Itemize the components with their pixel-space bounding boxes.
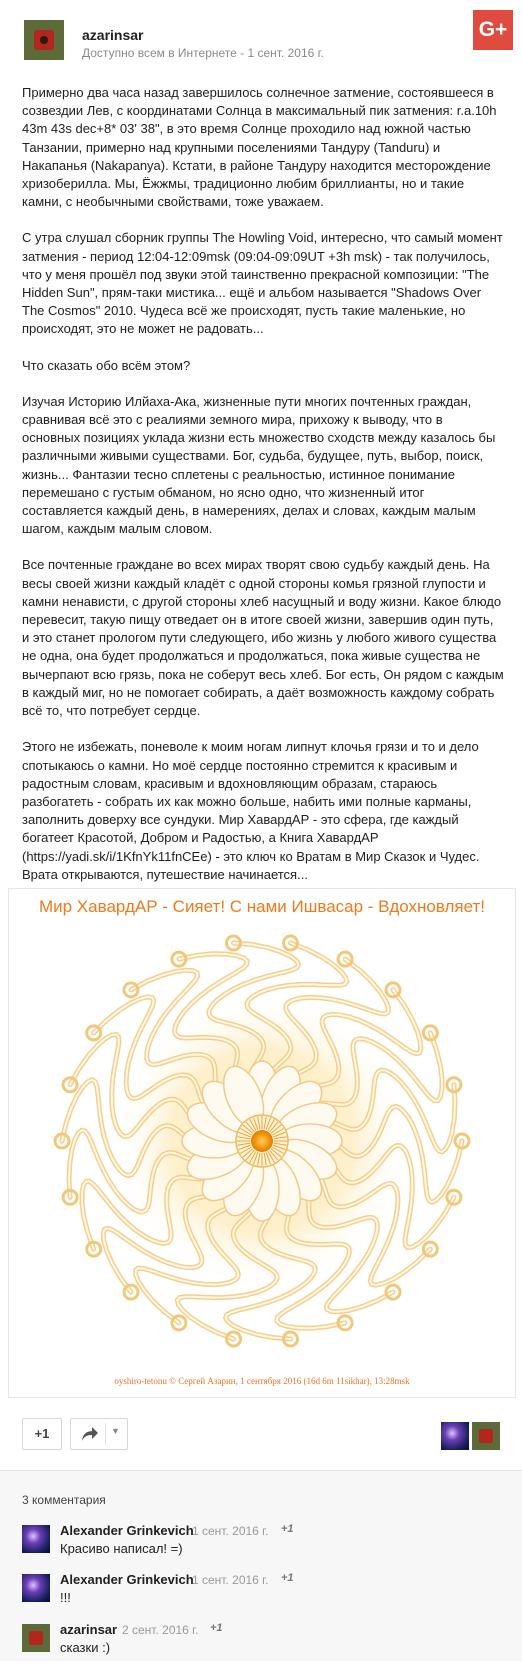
comment-plus-one[interactable]: +1 — [210, 1622, 223, 1634]
share-divider — [105, 1423, 106, 1445]
post-visibility-date: Доступно всем в Интернете - 1 сент. 2016 г. — [82, 46, 324, 60]
chevron-down-icon[interactable]: ▼ — [111, 1426, 120, 1436]
plusoner-avatar[interactable] — [472, 1422, 500, 1450]
comment-date[interactable]: 1 сент. 2016 г. — [192, 1573, 269, 1587]
comment-text: Красиво написал! =) — [60, 1541, 183, 1556]
comment-item — [0, 1622, 522, 1666]
author-name[interactable]: azarinsar — [82, 27, 144, 43]
comment-item — [0, 1572, 522, 1616]
comment-item — [0, 1523, 522, 1567]
image-caption: oyshiro-tetonu © Сергей Азарин, 1 сентября 2016 (16d 6m 11sikhar), 13:28msk — [114, 1376, 410, 1386]
comment-plus-one[interactable]: +1 — [281, 1572, 294, 1584]
commenter-avatar[interactable] — [22, 1525, 50, 1553]
plusoner-avatar[interactable] — [441, 1422, 469, 1450]
comments-section — [0, 1470, 522, 1661]
post-paragraph: Все почтенные граждане во всех мирах творят свою судьбу каждый день. На весы своей жизни каждый кладёт с одной стороны комья грязной глупости и камни ненависти, с другой стороны хлеб насущный и воду жизни. Какое блюдо перевесит, такую пищу отведает он в итоге своей жизни, завершив один путь, и это станет прологом пути следующего, ибо жизнь у любого живого существа не одна, она будет продолжаться и продолжаться, пока живые существа не вычерпают всю грязь, пока не соберут весь хлеб. Бог есть, Он рядом с каждым в каждый миг, но не помогает собирать, а даёт возможность каждому собрать всё то, что потребует сердце. — [22, 557, 504, 719]
post-body — [22, 84, 504, 902]
post-paragraph: Примерно два часа назад завершилось солнечное затмение, состоявшееся в созвездии Лев, с координатами Солнца в максимальный пик затмения: r.a.10h 43m 43s dec+8* 03' 38", в это время Солнце проходило над южной частью Танзании, примерно над крупными поселениями Тандуру (Tanduru) и Накапанья (Nakapanya). Кстати, в районе Тандуру находится месторождение хризоберилла. Мы, Ёжжмы, традиционно любим бриллианты, но и такие камни, с необычными свойствами, тоже уважаем. — [22, 85, 497, 210]
comment-text: сказки :) — [60, 1640, 111, 1655]
author-avatar[interactable] — [24, 20, 64, 60]
comment-date[interactable]: 2 сент. 2016 г. — [122, 1623, 199, 1637]
post-paragraph: Что сказать обо всём этом? — [22, 357, 191, 373]
image-title: Мир ХавардАР - Сияет! С нами Ишвасар - Вдохновляет! — [38, 897, 486, 916]
share-button[interactable] — [70, 1418, 128, 1450]
post-paragraph: Этого не избежать, поневоле к моим ногам липнут клочья грязи и то и дело спотыкаюсь о камни. Но моё сердце постоянно стремится к красивым и радостным словам, красивым и вдохновляющим образам, стараюсь разбогатеть - собрать их как можно больше, набить ими полные карманы, заполнить доверху все сундуки. Мир ХавардАР - это сфера, где каждый богатеет Красотой, Добром и Радостью, а Книга ХавардАР (https://yadi.sk/i/1KfnYk11fnCEe) - это ключ ко Вратам в Мир Сказок и Чудес. Врата открываются, путешествие начинается... — [22, 739, 480, 882]
post-paragraph: С утра слушал сборник группы The Howling Void, интересно, что самый момент затмения - период 12:04-12:09msk (09:04-09:09UT +3h msk) - так получилось, что у меня прошёл под звуки этой таинственно прекрасной композиции: "The Hidden Sun", прям-таки мистика... ещё и альбом называется "Shadows Over The Cosmos" 2010. Чудеса всё же происходят, пусть такие маленькие, но происходят, это не может не радовать... — [22, 230, 503, 337]
commenter-avatar[interactable] — [22, 1624, 50, 1652]
sun-mandala-artwork — [9, 919, 515, 1379]
comment-plus-one[interactable]: +1 — [281, 1523, 294, 1535]
google-plus-logo[interactable]: G+ — [473, 10, 513, 50]
post-paragraph: Изучая Историю Илйаха-Ака, жизненные пути многих почтенных граждан, сравнивая всё это с реалиями земного мира, прихожу к выводу, что в основных позициях уклада жизни есть множество сходств между казалось бы различными живыми существами. Бог, судьба, будущее, путь, выбор, поиск, жизнь... Фантазии тесно сплетены с реальностью, истинное понимание перемешано с густым обманом, но ясно одно, что жизненный итог составляется каждый день, в намерениях, делах и словах, каждым малым шагом, каждым малым словом. — [22, 393, 496, 537]
commenter-name[interactable]: Alexander Grinkevich — [60, 1523, 194, 1538]
comment-text: !!! — [60, 1590, 71, 1605]
comments-count[interactable]: 3 комментария — [22, 1493, 106, 1507]
comment-date[interactable]: 1 сент. 2016 г. — [192, 1524, 269, 1538]
share-arrow-icon — [81, 1426, 99, 1442]
attached-image[interactable] — [8, 888, 516, 1398]
commenter-avatar[interactable] — [22, 1574, 50, 1602]
plus-one-button[interactable]: +1 — [22, 1418, 62, 1450]
sun-core — [251, 1130, 273, 1152]
commenter-name[interactable]: Alexander Grinkevich — [60, 1572, 194, 1587]
commenter-name[interactable]: azarinsar — [60, 1622, 118, 1637]
